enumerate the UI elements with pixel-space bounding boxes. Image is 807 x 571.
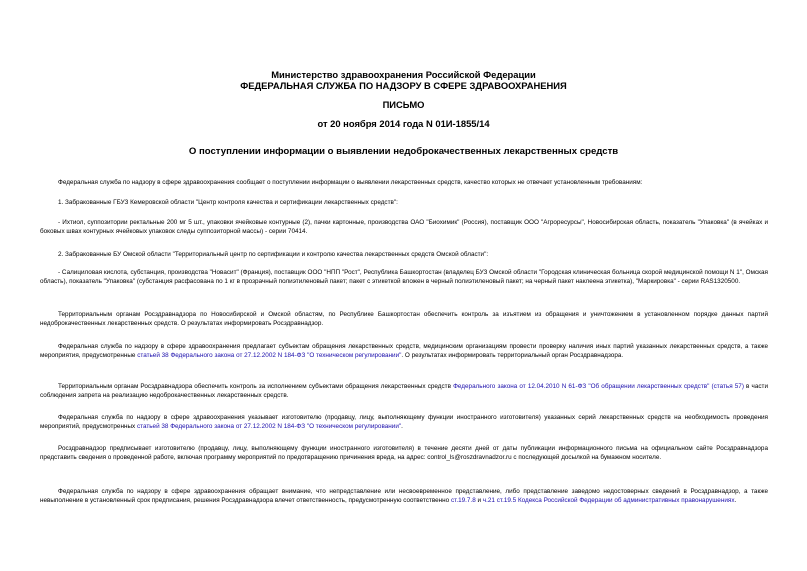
paragraph-text: . [401, 423, 403, 431]
paragraph-item-2-detail: - Салициловая кислота, субстанция, производства "Новасит" (Франция), поставщик ООО "НПП "Рост", Республика Башкортостан (владелец БУЗ Омской области "Городская клиническая больница скорой медицинской помощи N 1", Омская область), показатель "Упаковка" (субстанция расфасована по 1 кг в прозрачный полиэтиленовый пакет; пакет с этикеткой вложен в черный полиэтиленовый пакет; на черный пакет наклеена этикетка), "Маркировка" - серии RAS1320500. [40, 269, 768, 286]
paragraph-text: . О результатах информировать территориальный орган Росздравнадзора. [401, 352, 624, 360]
law-184-article-38-link[interactable]: статьей 38 Федерального закона от 27.12.2002 N 184-ФЗ "О техническом регулировании" [136, 423, 402, 431]
document-type: ПИСЬМО [382, 99, 425, 110]
paragraph-text: в части соблюдения запрета на реализацию недоброкачественных лекарственных средств. [40, 383, 769, 400]
ministry-name: Министерство здравоохранения Российской Федерации [271, 69, 536, 80]
paragraph-text: Территориальным органам Росздравнадзора обеспечить контроль за исполнением субъектами обращения лекарственных средств [58, 383, 454, 390]
paragraph-territorial-control: Территориальным органам Росздравнадзора по Новосибирской и Омской областям, по Республике Башкортостан обеспечить контроль за изъятием из обращения и уничтожением в установленном порядке данных партий недоброкачественных лекарственных средств. О результатах информировать Росздравнадзор. [40, 311, 768, 328]
koap-rf-link[interactable]: Кодекса Российской Федерации об административных правонарушениях [517, 497, 735, 505]
document-title: О поступлении информации о выявлении недоброкачественных лекарственных средств [188, 146, 619, 157]
paragraph-item-2: 2. Забракованные БУ Омской области "Территориальный центр по сертификации и контролю качества лекарственных средств Омской области": [58, 251, 489, 258]
document-date-number: от 20 ноября 2014 года N 01И-1855/14 [317, 118, 490, 129]
law-184-article-38-link[interactable]: статьей 38 Федерального закона от 27.12.2002 N 184-ФЗ "О техническом регулировании" [137, 352, 402, 360]
paragraph-inspection [40, 342, 768, 361]
article-57-link[interactable]: (статья 57) [711, 383, 744, 390]
law-61-link[interactable]: Федерального закона от 12.04.2010 N 61-ФЗ "Об обращении лекарственных средств" [453, 383, 710, 390]
paragraph-manufacturer-notice [40, 413, 768, 432]
service-name: ФЕДЕРАЛЬНАЯ СЛУЖБА ПО НАДЗОРУ В СФЕРЕ ЗДРАВООХРАНЕНИЯ [240, 80, 567, 91]
paragraph-item-1: 1. Забракованные ГБУЗ Кемеровской области "Центр контроля качества и сертификации лекарственных средств": [58, 199, 398, 206]
paragraph-item-1-detail: - Ихтиол, суппозитории ректальные 200 мг 5 шт., упаковки ячейковые контурные (2), пачки картонные, производства ОАО "Биохимик" (Россия), поставщик ООО "Агроресурсы", Новосибирская область, показатель "Упаковка" (в ячейках и боковых швах контурных ячейковых упаковок следы суппозиторной массы) - серии 70414. [40, 219, 768, 236]
paragraph-text: . [734, 497, 737, 505]
paragraph-compliance-control [40, 382, 768, 401]
article-19-7-8-link[interactable]: ст.19.7.8 [450, 497, 476, 505]
paragraph-liability [40, 487, 768, 506]
paragraph-text: Федеральная служба по надзору в сфере здравоохранения обращает внимание, что непредставление или несвоевременное представление, либо представление заведомо недостоверных сведений в Росздравнадзор, а также невыполнение в установленный срок предписания, решения Росздравнадзора влечет ответственность, предусмотренную соответственно [40, 488, 768, 505]
article-19-5-part-21-link[interactable]: ч.21 ст.19.5 [482, 497, 517, 505]
paragraph-intro: Федеральная служба по надзору в сфере здравоохранения сообщает о поступлении информации о выявлении лекарственных средств, качество которых не отвечает установленным требованиям: [58, 179, 643, 186]
paragraph-text: Федеральная служба по надзору в сфере здравоохранения предлагает субъектам обращения лекарственных средств, медицинским организациям провести проверку наличия иных партий указанных лекарственных средств, а также мероприятия, предусмотренные [40, 343, 768, 360]
paragraph-text: Федеральная служба по надзору в сфере здравоохранения указывает изготовителю (продавцу, лицу, выполняющему функции иностранного изготовителя) указанных серий лекарственных средств на необходимость проведения мероприятий, предусмотренных [40, 414, 768, 431]
paragraph-prescription: Росздравнадзор предписывает изготовителю (продавцу, лицу, выполняющему функции иностранного изготовителя) в течение десяти дней от даты публикации информационного письма на официальном сайте Росздравнадзора представить сведения о проведенной работе, включая программу мероприятий по предотвращению причинения вреда, на адрес: control_ls@roszdravnadzor.ru с последующей досылкой на бумажном носителе. [40, 445, 768, 462]
paragraph-text: и [475, 497, 483, 505]
